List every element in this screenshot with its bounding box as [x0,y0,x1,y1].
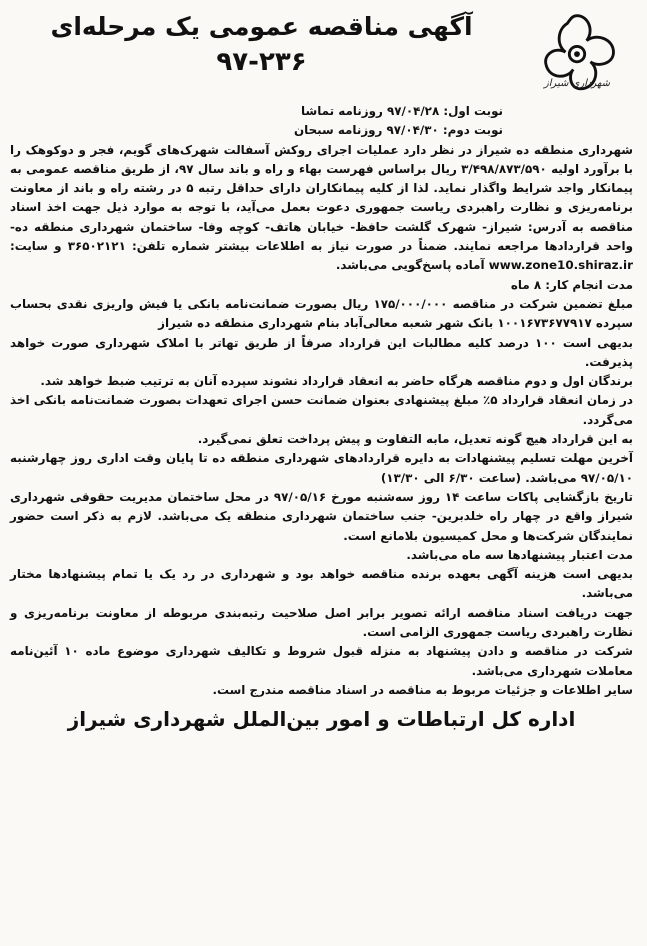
paragraph-winners: برندگان اول و دوم مناقصه هرگاه حاضر به انعقاد قرارداد نشوند سپرده آنان به ترتیب ضبط خواهد شد. [40,374,633,389]
title-block [10,10,513,78]
paragraph-acceptance: شرکت در مناقصه و دادن پیشنهاد به منزله قبول شروط و تکالیف شهرداری موضوع ماده ۱۰ آئین‌نامه معاملات شهرداری می‌باشد. [10,644,633,678]
paragraph-validity: مدت اعتبار پیشنهادها سه ماه می‌باشد. [406,547,633,562]
paragraph-performance-bond: در زمان انعقاد قرارداد ۵٪ مبلغ پیشنهادی بعنوان ضمانت حسن اجرای تعهدات بصورت ضمانت‌نامه بانکی اخذ می‌گردد. [10,393,633,427]
paragraph-duration: مدت انجام کار: ۸ ماه [510,277,633,292]
paragraph-intro: شهرداری منطقه ده شیراز در نظر دارد عملیات اجرای روکش آسفالت شهرک‌های گویم، فجر و دوکوهک را با برآورد اولیه ۳/۴۹۸/۸۷۳/۵۹۰ ریال براساس فهرست بهاء و راه و باند سال ۹۷، از طریق مناقصه عمومی به پیمانکار واجد شرایط واگذار نماید. لذا از کلیه پیمانکاران دارای حداقل رتبه ۵ در رشته راه و باند از معاونت برنامه‌ریزی و نظارت راهبردی ریاست جمهوری دعوت بعمل می‌آید، با توجه به موارد ذیل جهت اخذ اسناد مناقصه به آدرس: شیراز- شهرک گلشت حافظ- خیابان هاتف- کوچه وفا- ساختمان شهرداری منطقه ده- واحد قراردادها مراجعه نمایند. ضمناً در صورت نیاز به اطلاعات بیشتر شماره تلفن: ۳۶۵۰۲۱۲۱ و سایت: www.zone10.shiraz.ir آماده پاسخ‌گویی می‌باشد. [10,142,633,273]
paragraph-opening: تاریخ بازگشایی پاکات ساعت ۱۴ روز سه‌شنبه مورخ ۹۷/۰۵/۱۶ در محل ساختمان مدیریت حقوقی شهرداری شیراز واقع در چهار راه خلدبرین- جنب ساختمان شهرداری منطقه یک می‌باشد. لازم به ذکر است حضور نمایندگان شرکت‌ها و محل کمیسیون بلامانع است. [10,489,633,543]
paragraph-ad-cost: بدیهی است هزینه آگهی بعهده برنده مناقصه خواهد بود و شهرداری در رد یک یا تمام پیشنهادها مختار می‌باشد. [10,567,633,601]
paragraph-barter: بدیهی است ۱۰۰ درصد کلیه مطالبات این قرارداد صرفاً از طریق تهاتر با املاک شهرداری صورت خواهد پذیرفت. [10,335,633,369]
paragraph-no-adjustment: به این قرارداد هیچ گونه تعدیل، مابه التفاوت و پیش پرداخت تعلق نمی‌گیرد. [197,432,633,447]
paragraph-other-info: سایر اطلاعات و جزئیات مربوط به مناقصه در اسناد مناقصه مندرج است. [212,682,633,697]
shiraz-municipality-logo-icon [529,8,625,104]
logo-caption: شهرداری شیراز [543,78,611,89]
notice-body [10,102,633,700]
notice-footer: اداره کل ارتباطات و امور بین‌الملل شهرداری شیراز [67,707,576,732]
paragraph-deadline: آخرین مهلت تسلیم پیشنهادات به دایره قراردادهای شهرداری منطقه ده تا پایان وقت اداری روز چهارشنبه ۹۷/۰۵/۱۰ می‌باشد. (ساعت ۶/۳۰ الی ۱۳/۳۰) [10,451,633,485]
publication-second: نوبت دوم: ۹۷/۰۴/۳۰ روزنامه سبحان [293,123,503,138]
publication-first: نوبت اول: ۹۷/۰۴/۲۸ روزنامه تماشا [301,104,503,118]
notice-header [10,4,633,102]
notice-number: ۹۷-۲۳۶ [216,47,307,77]
notice-title: آگهی مناقصه عمومی یک مرحله‌ای [50,12,473,41]
paragraph-guarantee: مبلغ تضمین شرکت در مناقصه ۱۷۵/۰۰۰/۰۰۰ ریال بصورت ضمانت‌نامه بانکی یا فیش واریزی نقدی بحساب سپرده ۱۰۰۱۶۷۳۶۷۷۹۱۷ بانک شهر شعبه معالی‌آباد بنام شهرداری منطقه ده شیراز [10,296,634,331]
paragraph-qualification: جهت دریافت اسناد مناقصه ارائه تصویر برابر اصل صلاحیت رتبه‌بندی مربوطه از معاونت برنامه‌ریزی و نظارت راهبردی ریاست جمهوری الزامی است. [10,605,633,640]
